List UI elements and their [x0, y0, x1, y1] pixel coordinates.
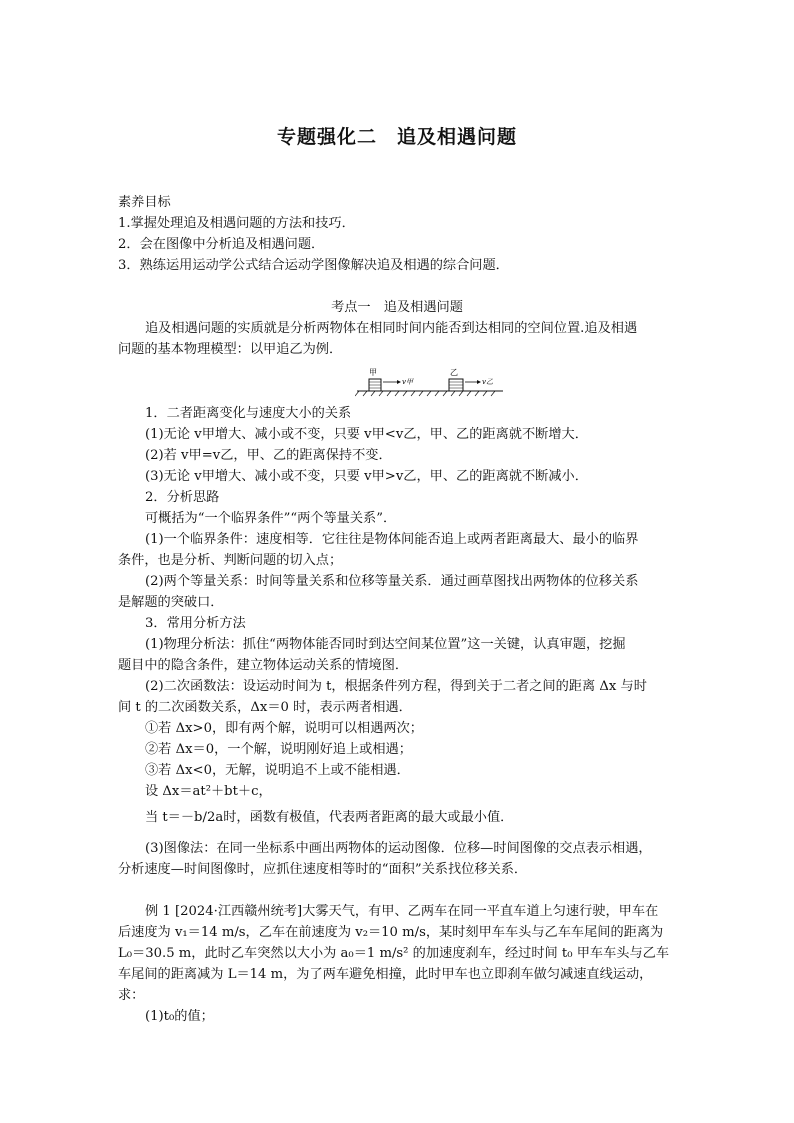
- section-heading: 考点一 追及相遇问题: [331, 300, 463, 315]
- example-line: 例 1 [2024·江西赣州统考]大雾天气，有甲、乙两车在同一平直车道上匀速行驶，甲车在: [145, 904, 659, 919]
- goal-item: 2．会在图像中分析追及相遇问题．: [118, 237, 325, 252]
- chase-model-figure: [355, 364, 505, 400]
- paragraph-line: (3)图像法：在同一坐标系中画出两物体的运动图像．位移—时间图像的交点表示相遇，: [145, 841, 652, 856]
- paragraph-line: 条件，也是分析、判断问题的切入点；: [118, 553, 343, 568]
- subheading: 3．常用分析方法: [145, 616, 246, 631]
- paragraph-line: ③若 Δx<0，无解，说明追不上或不能相遇．: [145, 763, 410, 778]
- paragraph-line: (1)物理分析法：抓住“两物体能否同时到达空间某位置”这一关键，认真审题，挖掘: [145, 637, 626, 652]
- goals-heading: 素养目标: [118, 195, 171, 210]
- paragraph-line: 是解题的突破口．: [118, 595, 224, 610]
- goal-item: 1.掌握处理追及相遇问题的方法和技巧．: [118, 216, 355, 231]
- page-title: 专题强化二 追及相遇问题: [276, 126, 517, 148]
- paragraph-line: (2)两个等量关系：时间等量关系和位移等量关系．通过画草图找出两物体的位移关系: [145, 574, 639, 589]
- example-line: 求：: [118, 988, 145, 1003]
- paragraph-line: 分析速度—时间图像时，应抓住速度相等时的“面积”关系找位移关系．: [118, 862, 528, 877]
- intro-line: 问题的基本物理模型：以甲追乙为例．: [118, 342, 343, 357]
- goal-item: 3．熟练运用运动学公式结合运动学图像解决追及相遇的综合问题．: [118, 258, 509, 273]
- label-b: 乙: [450, 368, 458, 377]
- subheading: 2．分析思路: [145, 490, 220, 505]
- paragraph-line: (1)一个临界条件：速度相等．它往往是物体间能否追上或两者距离最大、最小的临界: [145, 532, 639, 547]
- intro-line: 追及相遇问题的实质就是分析两物体在相同时间内能否到达相同的空间位置.追及相遇: [145, 321, 638, 336]
- paragraph-line: 可概括为“一个临界条件”“两个等量关系”．: [145, 511, 397, 526]
- formula-line: 当 t＝－b/2a时，函数有极值，代表两者距离的最大或最小值．: [145, 810, 514, 825]
- formula-line: 设 Δx＝at²＋bt＋c，: [145, 784, 272, 799]
- paragraph-line: (1)无论 v甲增大、减小或不变，只要 v甲<v乙，甲、乙的距离就不断增大．: [145, 427, 588, 442]
- paragraph-line: 间 t 的二次函数关系，Δx＝0 时，表示两者相遇．: [118, 700, 412, 715]
- velocity-a: v甲: [402, 378, 413, 386]
- velocity-b: v乙: [482, 378, 493, 386]
- paragraph-line: (3)无论 v甲增大、减小或不变，只要 v甲>v乙，甲、乙的距离就不断减小．: [145, 469, 588, 484]
- paragraph-line: 题目中的隐含条件，建立物体运动关系的情境图．: [118, 658, 409, 673]
- paragraph-line: (2)二次函数法：设运动时间为 t，根据条件列方程，得到关于二者之间的距离 Δx 与时: [145, 679, 647, 694]
- example-line: 车尾间的距离减为 L＝14 m，为了两车避免相撞，此时甲车也立即刹车做匀减速直线运动，: [118, 967, 653, 982]
- paragraph-line: (2)若 v甲=v乙，甲、乙的距离保持不变．: [145, 448, 392, 463]
- example-question: (1)t₀的值；: [145, 1009, 214, 1024]
- label-a: 甲: [369, 368, 377, 377]
- paragraph-line: ②若 Δx＝0，一个解，说明刚好追上或相遇；: [145, 742, 412, 757]
- subheading: 1．二者距离变化与速度大小的关系: [145, 406, 352, 421]
- example-line: L₀＝30.5 m，此时乙车突然以大小为 a₀＝1 m/s² 的加速度刹车，经过时间 t₀ 甲车车头与乙车: [118, 946, 670, 961]
- paragraph-line: ①若 Δx>0，即有两个解，说明可以相遇两次；: [145, 721, 423, 736]
- example-line: 后速度为 v₁＝14 m/s，乙车在前速度为 v₂＝10 m/s，某时刻甲车车头与乙车车尾间的距离为: [118, 925, 664, 940]
